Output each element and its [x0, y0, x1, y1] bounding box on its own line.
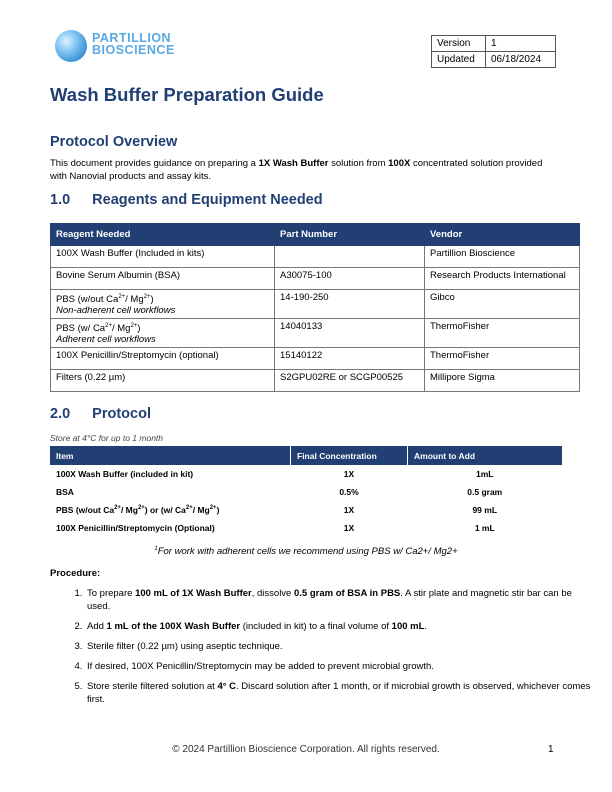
col-reagent: Reagent Needed [51, 224, 275, 246]
vendor-cell: ThermoFisher [425, 348, 580, 370]
version-table [431, 35, 556, 68]
amount-cell: 99 mL [472, 505, 498, 515]
footnote-text: For work with adherent cells we recommend using PBS w/ Ca2+/ Mg2+ [157, 546, 458, 558]
col-part-number: Part Number [275, 224, 425, 246]
table-row [50, 501, 562, 519]
logo-line2: BIOSCIENCE [92, 43, 175, 57]
section1-number: 1.0 [50, 192, 71, 208]
footnote-mark: 1 [154, 546, 158, 552]
storage-note: Store at 4°C for up to 1 month [50, 433, 164, 443]
part-cell: A30075-100 [275, 268, 425, 290]
step-bold: 1 mL of the 100X Wash Buffer [106, 621, 241, 632]
reagent-name: PBS (w/out $Ca^{2+}/$ $Mg^{2+}$) [56, 294, 154, 306]
step-bold: 4° C [217, 681, 237, 692]
page-title: Wash Buffer Preparation Guide [50, 84, 324, 105]
item-cell: 100X Wash Buffer (included in kit) [56, 469, 194, 479]
conc-cell: 1X [343, 469, 355, 479]
section2-number: 2.0 [50, 406, 71, 422]
item-cell: BSA [56, 487, 74, 497]
vendor-cell: Millipore Sigma [425, 370, 580, 392]
procedure-step [85, 587, 595, 613]
version-row [432, 36, 556, 52]
procedure-step [85, 620, 595, 633]
page-number: 1 [548, 744, 554, 755]
table-row [50, 483, 562, 501]
step-bold: 0.5 gram of BSA in PBS [293, 588, 401, 599]
step-bold: 100 mL [391, 621, 425, 632]
version-label: Version [432, 36, 486, 52]
vendor-cell: Gibco [425, 290, 580, 319]
col-amount: Amount to Add [408, 446, 563, 465]
table-row [50, 519, 562, 537]
step-text: . Discard solution after 1 month, or if microbial growth is observed, whichever comes first. [87, 681, 591, 705]
reagent-name: PBS (w/ $Ca^{2+}/$ $Mg^{2+}$) [56, 323, 141, 335]
step-text: , dissolve [251, 588, 294, 599]
overview-heading: Protocol Overview [50, 134, 178, 150]
reagent-note: Non-adherent cell workflows [56, 305, 176, 317]
part-cell: 15140122 [275, 348, 425, 370]
footnote [0, 546, 612, 557]
reagent-cell: Bovine Serum Albumin (BSA) [51, 268, 275, 290]
procedure-label: Procedure: [50, 568, 101, 579]
table-row [51, 290, 580, 319]
part-cell: 14040133 [275, 319, 425, 348]
overview-bold-b: 100X [388, 158, 411, 169]
reagents-table [50, 223, 580, 392]
vendor-cell: ThermoFisher [425, 319, 580, 348]
protocol-items-table [50, 446, 562, 537]
item-cell: 100X Penicillin/Streptomycin (Optional) [56, 523, 215, 533]
amount-cell: 0.5 gram [467, 487, 503, 497]
conc-cell: 0.5% [339, 487, 359, 497]
updated-value: 06/18/2024 [486, 52, 556, 68]
amount-cell: 1 mL [474, 523, 495, 533]
step-text: . A stir plate and magnetic stir bar can be used. [87, 588, 572, 612]
updated-label: Updated [432, 52, 486, 68]
logo-text [92, 32, 175, 56]
overview-text [50, 157, 550, 183]
step-text: . [424, 621, 428, 632]
col-item: Item [50, 446, 291, 465]
logo-mark [55, 30, 87, 62]
step-text: Store sterile filtered solution at [87, 681, 218, 692]
section1-heading [50, 192, 323, 208]
conc-cell: 1X [343, 505, 355, 515]
footer-copyright: © 2024 Partillion Bioscience Corporation. All rights reserved. [172, 744, 440, 755]
vendor-cell: Partillion Bioscience [425, 246, 580, 268]
procedure-step [85, 660, 595, 673]
procedure-step [85, 640, 595, 653]
reagent-note: Adherent cell workflows [56, 334, 156, 346]
table-row [51, 370, 580, 392]
step-text: To prepare [87, 588, 136, 599]
section2-title: Protocol [92, 406, 151, 422]
reagent-cell: 100X Wash Buffer (Included in kits) [51, 246, 275, 268]
part-cell [275, 246, 425, 268]
step-bold: 100 mL of 1X Wash Buffer [135, 588, 252, 599]
table-row [50, 465, 562, 483]
part-cell: 14-190-250 [275, 290, 425, 319]
logo-line1: PARTILLION [92, 31, 172, 45]
reagent-cell [51, 319, 275, 348]
reagent-cell: Filters (0.22 µm) [51, 370, 275, 392]
table-row [51, 246, 580, 268]
part-cell: S2GPU02RE or SCGP00525 [275, 370, 425, 392]
table-row [51, 319, 580, 348]
section1-title: Reagents and Equipment Needed [92, 192, 323, 208]
overview-text-c: concentrated solution provided with Nanovial products and assay kits. [50, 158, 543, 182]
overview-bold-a: 1X Wash Buffer [258, 158, 329, 169]
table-row [51, 348, 580, 370]
col-final-concentration: Final Concentration [291, 446, 408, 465]
overview-text-b: solution from [328, 158, 389, 169]
vendor-cell: Research Products International [425, 268, 580, 290]
item-cell: PBS (w/out $Ca^{2+}/$ $Mg^{2+}$) or (w/ $Ca^{2+}/$ $Mg^{2+}$) [56, 505, 220, 515]
col-vendor: Vendor [425, 224, 580, 246]
step-text: Sterile filter (0.22 µm) using aseptic technique. [87, 641, 283, 652]
procedure-step [85, 680, 595, 706]
reagent-cell: 100X Penicillin/Streptomycin (optional) [51, 348, 275, 370]
step-text: If desired, 100X Penicillin/Streptomycin may be added to prevent microbial growth. [87, 661, 434, 672]
table-row [51, 268, 580, 290]
procedure-steps [50, 587, 595, 713]
reagents-header-row [51, 224, 580, 246]
section2-heading [50, 406, 151, 422]
version-value: 1 [486, 36, 556, 52]
step-text: (included in kit) to a final volume of [240, 621, 392, 632]
items-header-row [50, 446, 562, 465]
reagent-cell [51, 290, 275, 319]
overview-text-a: This document provides guidance on preparing a [50, 158, 259, 169]
amount-cell: 1mL [476, 469, 494, 479]
updated-row [432, 52, 556, 68]
step-text: Add [87, 621, 107, 632]
conc-cell: 1X [343, 523, 355, 533]
